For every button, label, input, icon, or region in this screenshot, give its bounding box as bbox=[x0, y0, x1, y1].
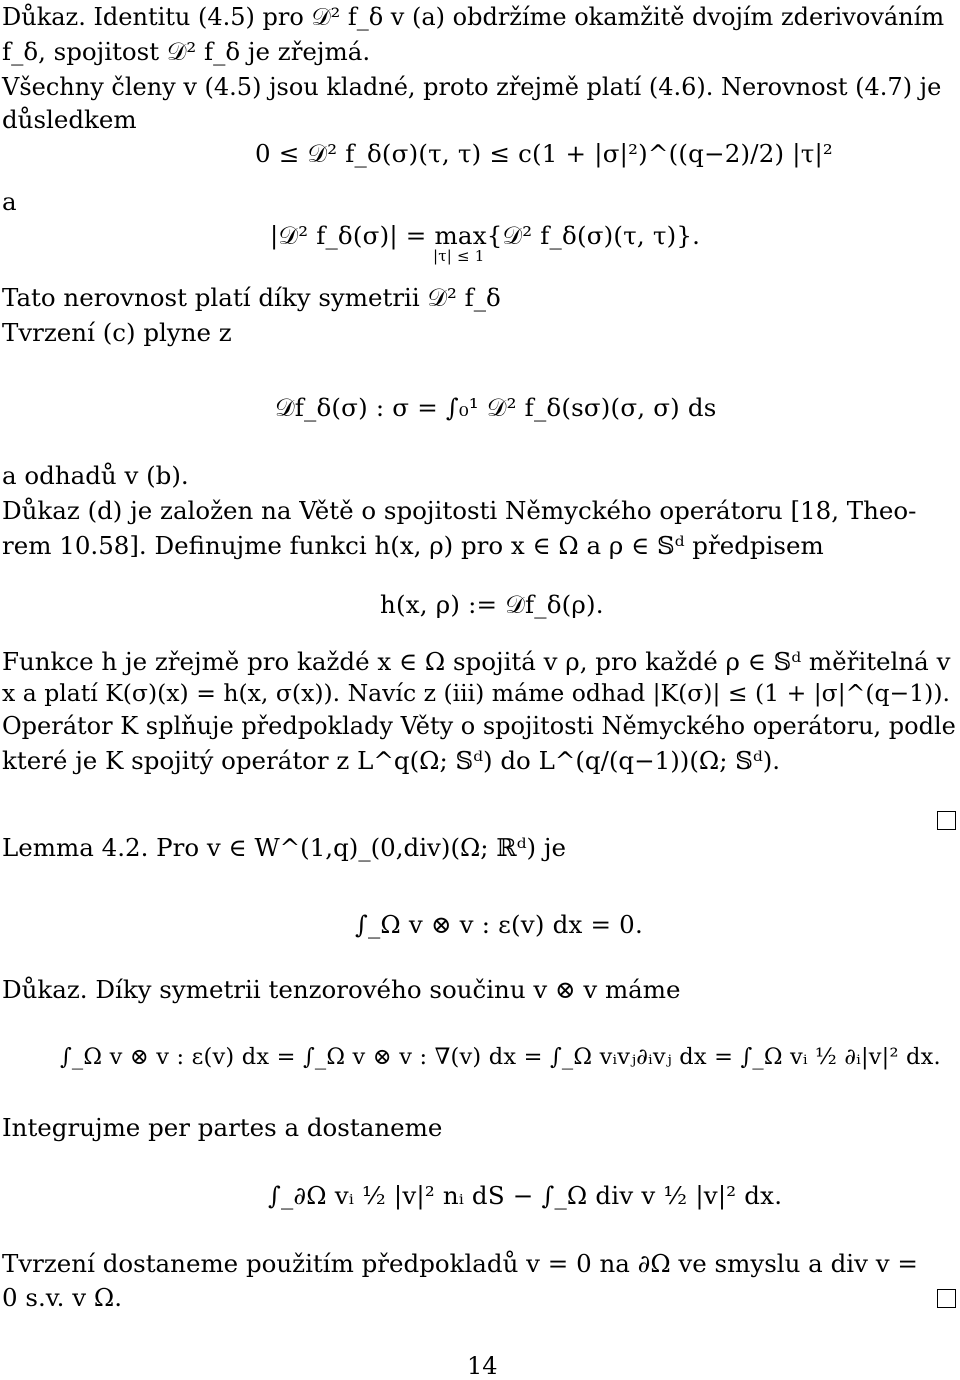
proof-text-line: Integrujme per partes a dostaneme bbox=[2, 1113, 443, 1142]
proof-text-line: a bbox=[2, 187, 17, 216]
proof-text-line: Důkaz. Identitu (4.5) pro 𝒟² f_δ v (a) obdržíme okamžitě dvojím zderivováním bbox=[2, 3, 945, 31]
proof-text-line: a odhadů v (b). bbox=[2, 461, 189, 490]
proof-text-line: Důkaz. Díky symetrii tenzorového součinu v ⊗ v máme bbox=[2, 975, 681, 1004]
proof-text-line: Důkaz (d) je založen na Větě o spojitosti Němyckého operátoru [18, Theo- bbox=[2, 496, 917, 525]
qed-box bbox=[937, 811, 956, 830]
proof-text-line: 0 s.v. v Ω. bbox=[2, 1283, 122, 1312]
qed-box bbox=[937, 1289, 956, 1308]
lemma-statement: Lemma 4.2. Pro v ∈ W^(1,q)_(0,div)(Ω; ℝᵈ) je bbox=[2, 833, 566, 862]
proof-text-line: Tato nerovnost platí díky symetrii 𝒟² f_δ bbox=[2, 283, 501, 312]
max-formula: |𝒟² f_δ(σ)| = max{𝒟² f_δ(σ)(τ, τ)}. bbox=[270, 221, 701, 250]
identity-formula: ∫_Ω v ⊗ v : ε(v) dx = ∫_Ω v ⊗ v : ∇(v) dx = ∫_Ω vᵢvⱼ∂ᵢvⱼ dx = ∫_Ω vᵢ ½ ∂ᵢ|v|² dx. bbox=[60, 1044, 941, 1070]
partes-formula: ∫_∂Ω vᵢ ½ |v|² nᵢ dS − ∫_Ω div v ½ |v|² dx. bbox=[268, 1181, 783, 1210]
proof-text-line: Tvrzení (c) plyne z bbox=[2, 318, 232, 347]
proof-text-line: f_δ, spojitost 𝒟² f_δ je zřejmá. bbox=[2, 37, 371, 66]
inequality-formula: 0 ≤ 𝒟² f_δ(σ)(τ, τ) ≤ c(1 + |σ|²)^((q−2)/2) |τ|² bbox=[255, 139, 833, 168]
page-number: 14 bbox=[467, 1352, 498, 1380]
proof-text-line: Všechny členy v (4.5) jsou kladné, proto zřejmě platí (4.6). Nerovnost (4.7) je bbox=[2, 73, 942, 101]
proof-text-line: Operátor K splňuje předpoklady Věty o spojitosti Němyckého operátoru, podle bbox=[2, 712, 956, 740]
proof-text-line: x a platí K(σ)(x) = h(x, σ(x)). Navíc z (iii) máme odhad |K(σ)| ≤ (1 + |σ|^(q−1)). bbox=[2, 679, 950, 707]
proof-text-line: Funkce h je zřejmě pro každé x ∈ Ω spojitá v ρ, pro každé ρ ∈ 𝕊ᵈ měřitelná v bbox=[2, 647, 951, 676]
definition-formula: h(x, ρ) := 𝒟f_δ(ρ). bbox=[380, 590, 604, 619]
proof-text-line: důsledkem bbox=[2, 105, 137, 134]
proof-text-line: rem 10.58]. Definujme funkci h(x, ρ) pro x ∈ Ω a ρ ∈ 𝕊ᵈ předpisem bbox=[2, 531, 824, 560]
lemma-formula: ∫_Ω v ⊗ v : ε(v) dx = 0. bbox=[355, 910, 643, 939]
max-subscript: |τ| ≤ 1 bbox=[433, 247, 485, 265]
integral-formula: 𝒟f_δ(σ) : σ = ∫₀¹ 𝒟² f_δ(sσ)(σ, σ) ds bbox=[275, 393, 717, 422]
proof-text-line: které je K spojitý operátor z L^q(Ω; 𝕊ᵈ) do L^(q/(q−1))(Ω; 𝕊ᵈ). bbox=[2, 746, 781, 775]
proof-text-line: Tvrzení dostaneme použitím předpokladů v = 0 na ∂Ω ve smyslu a div v = bbox=[2, 1249, 918, 1278]
